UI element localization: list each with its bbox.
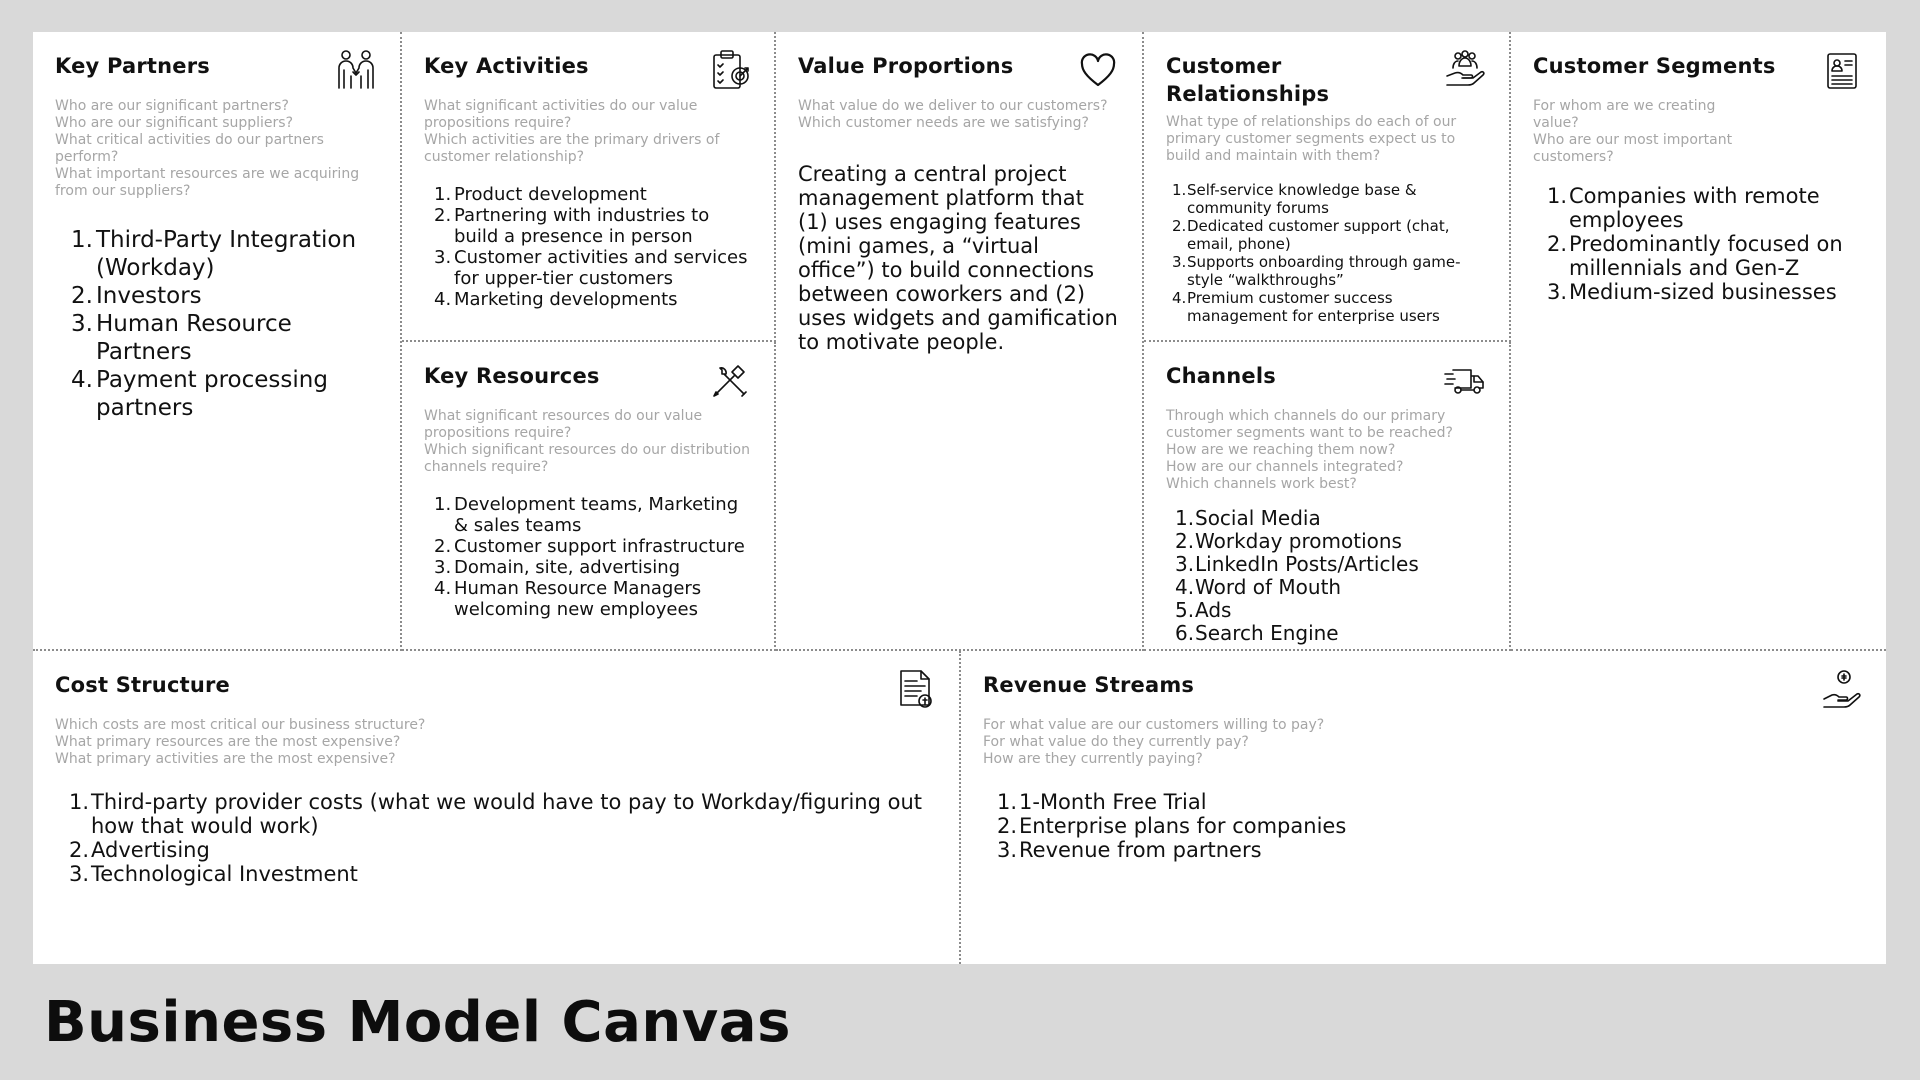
- cost-structure-list: [55, 790, 937, 886]
- value-propositions-questions: [798, 98, 1120, 132]
- question: Which costs are most critical our business structure?: [55, 717, 426, 733]
- question: Who are our most important customers?: [1533, 132, 1733, 165]
- list-item: LinkedIn Posts/Articles: [1195, 552, 1419, 576]
- question: What important resources are we acquiring from our suppliers?: [55, 166, 360, 199]
- tools-icon: [708, 358, 752, 402]
- list-item: Revenue from partners: [1019, 838, 1262, 862]
- revenue-streams-list: [983, 790, 1864, 862]
- list-item: Search Engine: [1195, 621, 1339, 645]
- list-item: Human Resource Managers welcoming new employees: [454, 578, 702, 620]
- list-item: Investors: [96, 283, 202, 309]
- question: Which significant resources do our distribution channels require?: [424, 442, 750, 475]
- question: For whom are we creating value?: [1533, 98, 1716, 131]
- list-item: Partnering with industries to build a presence in person: [454, 205, 710, 247]
- question: Who are our significant suppliers?: [55, 115, 294, 131]
- value-proposition-text: Creating a central project management platform that (1) uses engaging features (mini games, a “virtual office”) to build connections between coworkers and (2) uses widgets and gamification to motivate people.: [798, 162, 1118, 354]
- list-item: Human Resource Partners: [96, 311, 292, 365]
- revenue-streams-section: [961, 651, 1886, 964]
- list-item: 1-Month Free Trial: [1019, 790, 1207, 814]
- question: What primary activities are the most expensive?: [55, 751, 396, 767]
- list-item: Customer support infrastructure: [454, 536, 745, 557]
- cost-structure-title: Cost Structure: [55, 673, 230, 697]
- hand-people-icon: [1443, 48, 1487, 92]
- key-partners-questions: [55, 98, 378, 200]
- clipboard-target-icon: [708, 48, 752, 92]
- list-item: Payment processing partners: [96, 367, 328, 421]
- question: What type of relationships do each of our primary customer segments expect us to build and maintain with them?: [1166, 114, 1457, 164]
- cost-structure-section: [33, 651, 961, 964]
- question: Through which channels do our primary customer segments want to be reached?: [1166, 408, 1453, 441]
- list-item: Premium customer success management for enterprise users: [1187, 289, 1440, 325]
- partners-handshake-icon: [334, 48, 378, 92]
- customer-segments-title: Customer Segments: [1533, 54, 1776, 78]
- list-item: Companies with remote employees: [1569, 184, 1820, 232]
- question: Which customer needs are we satisfying?: [798, 115, 1089, 131]
- question: What critical activities do our partners perform?: [55, 132, 324, 165]
- list-item: Technological Investment: [91, 862, 358, 886]
- key-activities-questions: [424, 98, 752, 166]
- list-item: Development teams, Marketing & sales teams: [454, 494, 739, 536]
- list-item: Domain, site, advertising: [454, 557, 681, 578]
- channels-questions: [1166, 408, 1487, 493]
- question: Which channels work best?: [1166, 476, 1357, 492]
- customer-relationships-section: [1144, 32, 1511, 342]
- question: What primary resources are the most expensive?: [55, 734, 401, 750]
- list-item: Ads: [1195, 598, 1232, 622]
- revenue-streams-questions: [983, 717, 1864, 768]
- key-partners-list: [55, 226, 378, 422]
- key-resources-questions: [424, 408, 752, 476]
- question: Which activities are the primary drivers of customer relationship?: [424, 132, 720, 165]
- customer-relationships-title: Customer Relationships: [1166, 54, 1330, 106]
- hand-coin-icon: [1820, 667, 1864, 711]
- list-item: Workday promotions: [1195, 529, 1402, 553]
- page-title: Business Model Canvas: [44, 990, 791, 1055]
- key-partners-section: [33, 32, 402, 651]
- list-item: Medium-sized businesses: [1569, 280, 1837, 304]
- customer-segments-questions: [1533, 98, 1753, 166]
- list-item: Word of Mouth: [1195, 575, 1342, 599]
- question: How are we reaching them now?: [1166, 442, 1396, 458]
- key-activities-section: [402, 32, 776, 342]
- key-activities-list: [424, 184, 752, 310]
- list-item: Advertising: [91, 838, 210, 862]
- heart-icon: [1076, 48, 1120, 92]
- list-item: Customer activities and services for upper-tier customers: [454, 247, 748, 289]
- list-item: Marketing developments: [454, 289, 678, 310]
- list-item: Third-Party Integration (Workday): [96, 227, 357, 281]
- delivery-truck-icon: [1443, 358, 1487, 402]
- question: What value do we deliver to our customers?: [798, 98, 1108, 114]
- key-activities-title: Key Activities: [424, 54, 589, 78]
- list-item: Dedicated customer support (chat, email, phone): [1187, 217, 1450, 253]
- value-propositions-section: [776, 32, 1144, 651]
- customer-relationships-questions: [1166, 114, 1487, 165]
- customer-segments-section: [1511, 32, 1886, 651]
- customer-segments-list: [1533, 184, 1864, 304]
- list-item: Enterprise plans for companies: [1019, 814, 1347, 838]
- list-item: Self-service knowledge base & community forums: [1187, 181, 1417, 217]
- channels-list: [1166, 507, 1487, 645]
- list-item: Third-party provider costs (what we would have to pay to Workday/figuring out how that would work): [91, 790, 923, 838]
- question: Who are our significant partners?: [55, 98, 289, 114]
- question: What significant activities do our value propositions require?: [424, 98, 698, 131]
- key-resources-title: Key Resources: [424, 364, 600, 388]
- question: How are they currently paying?: [983, 751, 1203, 767]
- channels-section: [1144, 342, 1511, 651]
- invoice-icon: [893, 667, 937, 711]
- value-propositions-title: Value Proportions: [798, 54, 1014, 78]
- question: What significant resources do our value propositions require?: [424, 408, 703, 441]
- revenue-streams-title: Revenue Streams: [983, 673, 1195, 697]
- customer-relationships-list: [1166, 181, 1487, 325]
- cost-structure-questions: [55, 717, 937, 768]
- question: How are our channels integrated?: [1166, 459, 1404, 475]
- id-card-icon: [1820, 48, 1864, 92]
- list-item: Product development: [454, 184, 647, 205]
- key-partners-title: Key Partners: [55, 54, 210, 78]
- list-item: Predominantly focused on millennials and Gen-Z: [1569, 232, 1843, 280]
- question: For what value are our customers willing to pay?: [983, 717, 1325, 733]
- list-item: Supports onboarding through game-style “walkthroughs”: [1187, 253, 1461, 289]
- list-item: Social Media: [1195, 506, 1321, 530]
- business-model-canvas: [33, 32, 1886, 964]
- question: For what value do they currently pay?: [983, 734, 1249, 750]
- key-resources-list: [424, 494, 752, 620]
- channels-title: Channels: [1166, 364, 1276, 388]
- key-resources-section: [402, 342, 776, 651]
